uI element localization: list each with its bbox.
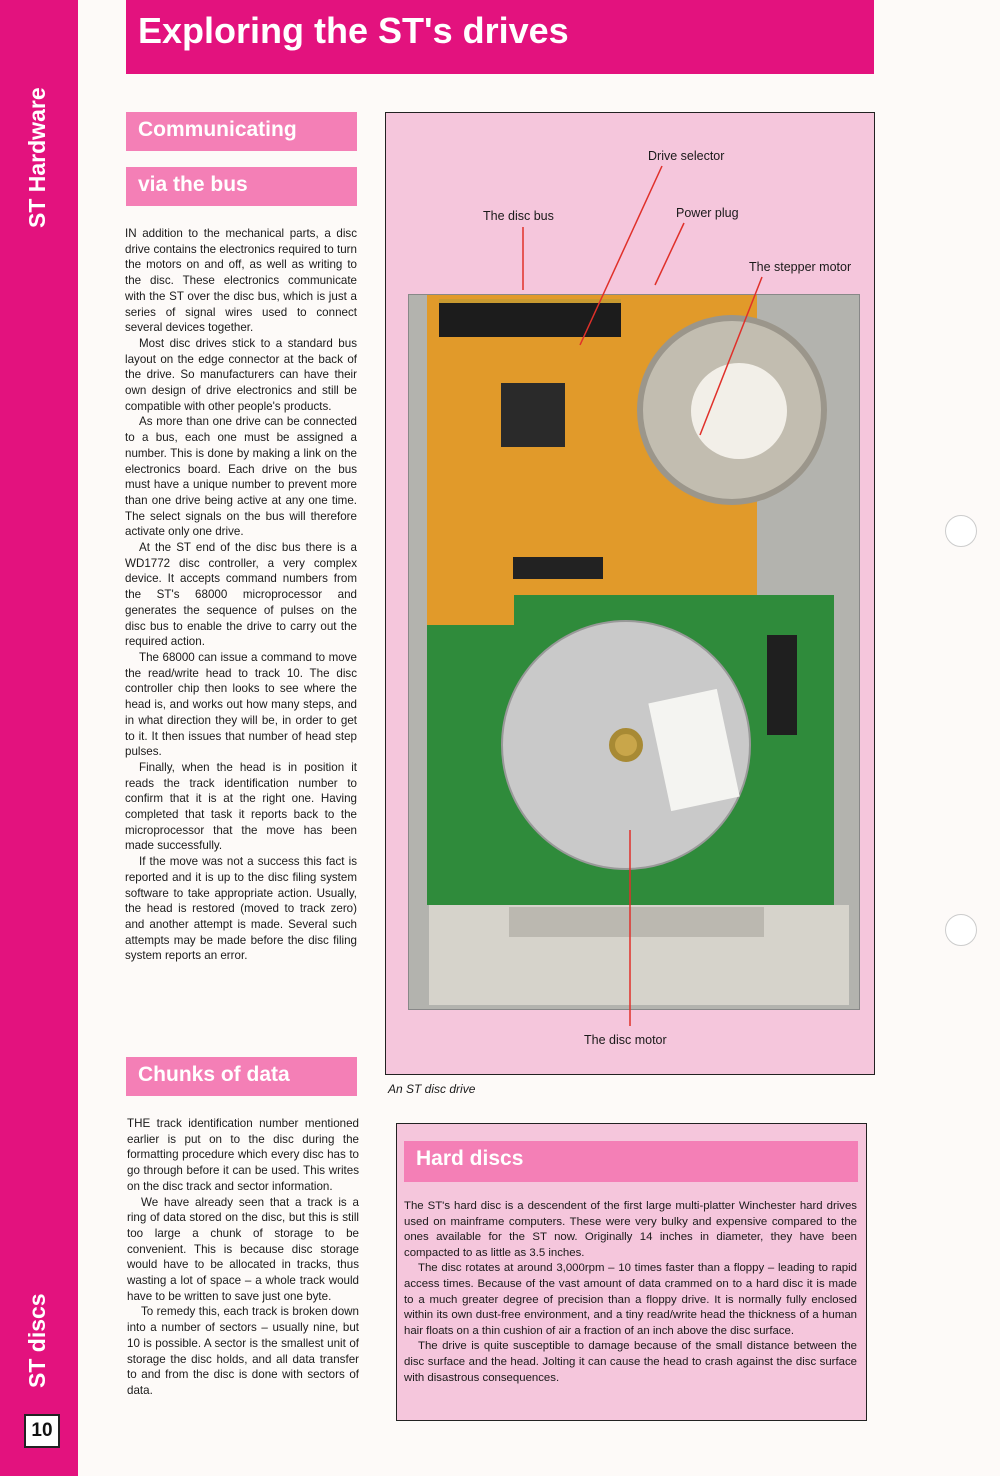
paragraph: As more than one drive can be connected to a bus, each one must be assigned a number. This is done by making a link on the electronics board. Each drive on the bus must have a unique number to prevent more than one drive being active at any one time. The select signals on the bus will therefore activate only one drive. bbox=[125, 415, 357, 539]
edge-connector bbox=[439, 299, 621, 337]
section-label-bottom: ST discs bbox=[24, 1293, 50, 1388]
paragraph: We have already seen that a track is a ring of data stored on the disc, but this is still too large a chunk of storage to be convenient. This is because disc storage would have to be allocated in tracks, thus wasting a lot of space – a whole track would have to be written to save just one byte. bbox=[127, 1195, 359, 1303]
paragraph: To remedy this, each track is broken down into a number of sectors – usually nine, but 10 is possible. A sector is the smallest unit of storage the disc holds, and all data transfer to and from the disc is done with sectors of data. bbox=[127, 1305, 359, 1397]
paragraph: THE track identification number mentioned earlier is put on to the disc during the formatting procedure which every disc has to go through before it can be used. This writes on the disc track and sector information. bbox=[127, 1117, 359, 1193]
page-number: 10 bbox=[24, 1414, 60, 1448]
heading-chunks-of-data: Chunks of data bbox=[126, 1057, 357, 1096]
paragraph: The ST's hard disc is a descendent of the first large multi-platter Winchester hard drives used on mainframe computers. These were very bulky and expensive compared to the ones available for the ST now. Originally 14 inches in diameter, they have been compacted to as little as 3.5 inches. bbox=[404, 1200, 857, 1259]
chunks-article-text bbox=[127, 1116, 359, 1399]
ic-chip bbox=[767, 635, 797, 735]
spindle-hub bbox=[609, 728, 643, 762]
callout-stepper-motor: The stepper motor bbox=[749, 260, 852, 274]
binder-hole bbox=[945, 914, 977, 946]
disc-slot bbox=[509, 907, 764, 937]
callout-disc-motor: The disc motor bbox=[584, 1033, 667, 1047]
paragraph: Finally, when the head is in position it reads the track identification number to confirm that it is at the right one. Having completed that task it reports back to the microprocessor that the move has been made successfully. bbox=[125, 760, 357, 853]
heading-communicating: Communicating bbox=[126, 112, 357, 151]
paragraph: The drive is quite susceptible to damage because of the small distance between the disc surface and the head. Jolting it can cause the head to crash against the disc surface with disastrous consequences. bbox=[404, 1340, 857, 1384]
figure-caption: An ST disc drive bbox=[388, 1082, 476, 1096]
paragraph: IN addition to the mechanical parts, a disc drive contains the electronics required to turn the motors on and off, as well as writing to the disc. These electronics communicate with the ST over the disc bus, which is just a series of signal wires used to connect several devices together. bbox=[125, 227, 357, 335]
binder-hole bbox=[945, 515, 977, 547]
ic-chip bbox=[513, 557, 603, 579]
heading-hard-discs: Hard discs bbox=[404, 1141, 858, 1182]
paragraph: If the move was not a success this fact is reported and it is up to the disc filing system software to take appropriate action. Usually, the head is restored (moved to track zero) and another attempt is made. Several such attempts may be made before the disc filing system reports an error. bbox=[125, 855, 357, 963]
controller-chip bbox=[501, 383, 565, 447]
section-label-top: ST Hardware bbox=[24, 87, 50, 228]
callout-drive-selector: Drive selector bbox=[648, 149, 725, 163]
callout-power-plug: Power plug bbox=[676, 206, 739, 220]
paragraph: The disc rotates at around 3,000rpm – 10 times faster than a floppy – leading to rapid access times. Because of the vast amount of data crammed on to a hard disc it is made to a much greater degree of precision than a floppy drive. It is normally fully enclosed within its own dust-free environment, and a tiny read/write head the thickness of a human hair floats on a thin cushion of air a fraction of an inch above the disc surface. bbox=[404, 1262, 857, 1337]
callout-disc-bus: The disc bus bbox=[483, 209, 554, 223]
motor-sticker bbox=[691, 363, 787, 459]
heading-via-the-bus: via the bus bbox=[126, 167, 357, 206]
paragraph: The 68000 can issue a command to move the read/write head to track 10. The disc controller chip then looks to see where the head is, and works out how many steps, and in what direction they will be, in order to get to it. It then issues that number of head step pulses. bbox=[125, 650, 357, 759]
hard-discs-text bbox=[404, 1199, 857, 1386]
page-title: Exploring the ST's drives bbox=[126, 0, 874, 74]
disc-drive-photo bbox=[408, 294, 860, 1010]
bus-article-text bbox=[125, 226, 357, 964]
paragraph: At the ST end of the disc bus there is a WD1772 disc controller, a very complex device. It accepts command numbers from the ST's 68000 microprocessor and generates the sequence of pulses on the disc bus to enable the drive to carry out the required action. bbox=[125, 541, 357, 649]
paragraph: Most disc drives stick to a standard bus layout on the edge connector at the back of the drive. So manufacturers can have their own design of drive electronics and still be compatible with other people's products. bbox=[125, 336, 357, 413]
